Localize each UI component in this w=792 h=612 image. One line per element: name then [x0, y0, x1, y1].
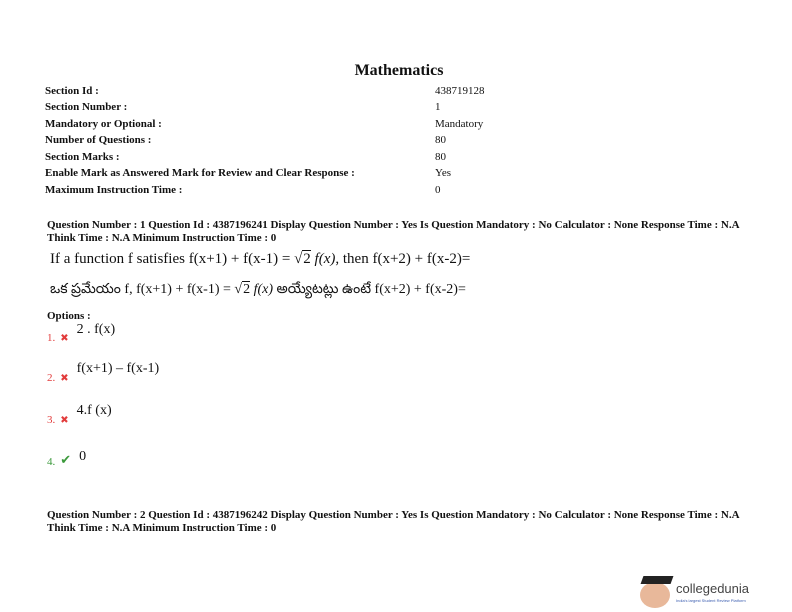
- section-number-label: Section Number :: [45, 101, 128, 113]
- question-1-header: Question Number : 1 Question Id : 4387196241 Display Question Number : Yes Is Question Mandatory : No Calculator : None Response Time : N.A Think Time : N.A Minimum Instruction Time : 0: [47, 219, 739, 244]
- section-marks-value: 80: [435, 151, 446, 163]
- enable-mark-label: Enable Mark as Answered Mark for Review and Clear Response :: [45, 167, 355, 179]
- section-id-label: Section Id :: [45, 85, 99, 97]
- section-id-value: 438719128: [435, 85, 485, 97]
- question-2-header: Question Number : 2 Question Id : 4387196242 Display Question Number : Yes Is Question Mandatory : No Calculator : None Response Time : N.A Think Time : N.A Minimum Instruction Time : 0: [47, 509, 739, 534]
- enable-mark-value: Yes: [435, 167, 452, 179]
- max-instruction-value: 0: [435, 184, 441, 196]
- option-4: 4. ✔ 0: [47, 449, 87, 468]
- section-title: Mathematics: [354, 62, 444, 79]
- wrong-icon: ✖: [60, 333, 69, 344]
- section-number-value: 1: [435, 101, 441, 113]
- check-icon: ✔: [60, 452, 72, 467]
- mascot-icon: [640, 582, 670, 608]
- section-marks-label: Section Marks :: [45, 151, 120, 163]
- option-3: 3. ✖ 4.f (x): [47, 403, 112, 426]
- option-1: 1. ✖ 2 . f(x): [47, 322, 116, 344]
- collegedunia-logo: collegedunia India's largest Student Review Platform: [640, 582, 749, 608]
- question-1-text-english: If a function f satisfies f(x+1) + f(x-1) = √2 f(x), then f(x+2) + f(x-2)=: [50, 251, 471, 267]
- max-instruction-label: Maximum Instruction Time :: [45, 184, 183, 196]
- mandatory-value: Mandatory: [435, 118, 484, 130]
- num-questions-label: Number of Questions :: [45, 134, 152, 146]
- option-2: 2. ✖ f(x+1) – f(x-1): [47, 361, 160, 384]
- mandatory-label: Mandatory or Optional :: [45, 118, 162, 130]
- question-1-text-telugu: ఒక ప్రమేయం f, f(x+1) + f(x-1) = √2 f(x) అయ్యేటట్లు ఉంటే f(x+2) + f(x-2)=: [50, 282, 466, 297]
- options-label: Options :: [47, 310, 91, 322]
- num-questions-value: 80: [435, 134, 446, 146]
- wrong-icon: ✖: [60, 415, 69, 426]
- wrong-icon: ✖: [60, 373, 69, 384]
